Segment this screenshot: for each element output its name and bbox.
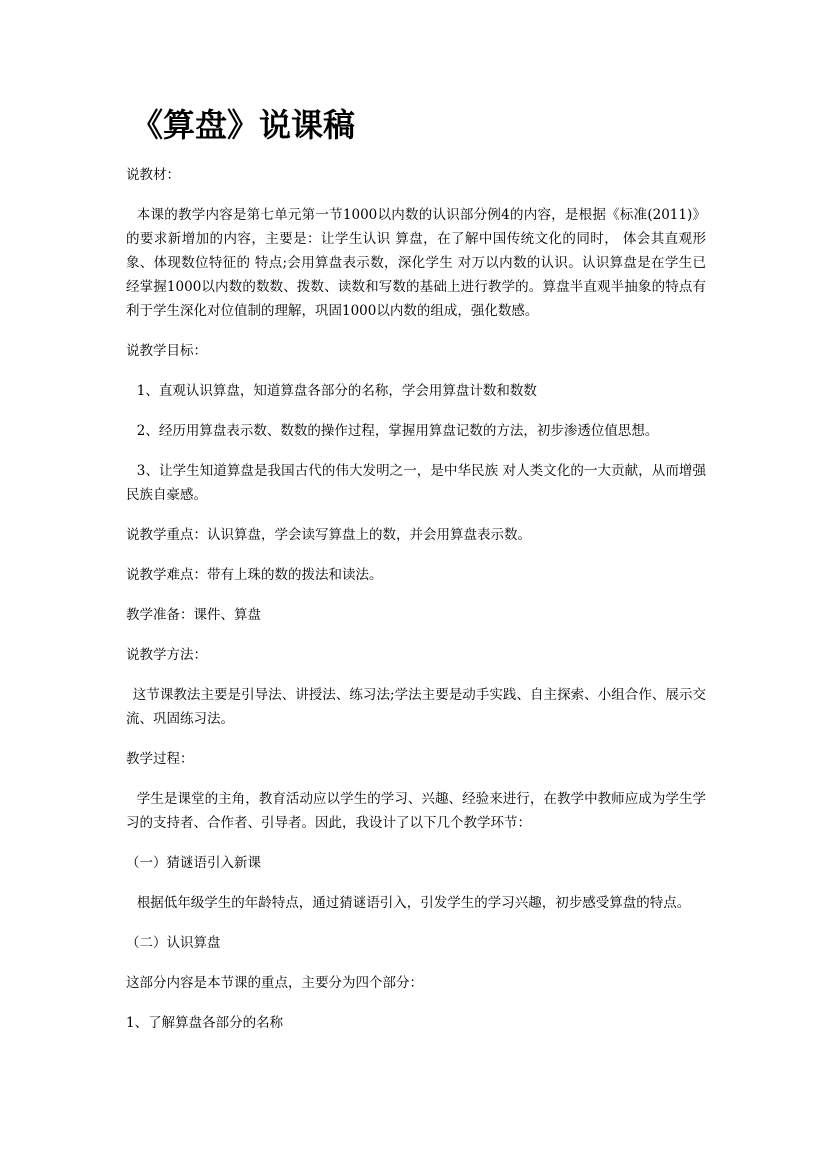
- section-2-intro: 这部分内容是本节课的重点，主要分为四个部分：: [126, 975, 423, 991]
- section-2-heading: （二）认识算盘: [126, 935, 221, 951]
- heading-teaching-material: 说教材：: [126, 167, 180, 183]
- document-title: 《算盘》说课稿: [131, 106, 356, 144]
- goal-item-3: 3、让学生知道算盘是我国古代的伟大发明之一，是中华民族 对人类文化的一大贡献，从而增强民族自豪感。: [126, 463, 706, 503]
- heading-teaching-process: 教学过程：: [126, 751, 194, 767]
- heading-teaching-methods: 说教学方法：: [126, 647, 207, 663]
- paragraph-material-description: 本课的教学内容是第七单元第一节1000以内数的认识部分例4的内容，是根据《标准(2011)》的要求新增加的内容，主要是：让学生认识 算盘，在了解中国传统文化的同时， 体会其直观形象、体现数位特征的 特点;会用算盘表示数，深化学生 对万以内数的认识。认识算盘是在学生已经掌握1000以内数的数数、拨数、读数和写数的基础上进行教学的。算盘半直观半抽象的特点有利于学生深化对位值制的理解，巩固1000以内数的组成，强化数感。: [126, 207, 706, 319]
- document-body: [126, 163, 706, 1051]
- heading-teaching-goals: 说教学目标：: [126, 343, 207, 359]
- goal-item-2: 2、经历用算盘表示数、数数的操作过程，掌握用算盘记数的方法，初步渗透位值思想。: [136, 423, 659, 439]
- goal-item-1: 1、直观认识算盘，知道算盘各部分的名称，学会用算盘计数和数数: [136, 383, 537, 399]
- paragraph-process: 学生是课堂的主角，教育活动应以学生的学习、兴趣、经验来进行，在教学中教师应成为学生学习的支持者、合作者、引导者。因此，我设计了以下几个教学环节：: [126, 791, 706, 831]
- section-1-heading: （一）猜谜语引入新课: [126, 855, 261, 871]
- paragraph-methods: 这节课教法主要是引导法、讲授法、练习法;学法主要是动手实践、自主探索、小组合作、展示交流、巩固练习法。: [126, 687, 706, 727]
- difficult-points: 说教学难点：带有上珠的数的拨法和读法。: [126, 567, 383, 583]
- section-2-item-1: 1、了解算盘各部分的名称: [126, 1015, 284, 1031]
- section-1-paragraph: 根据低年级学生的年龄特点，通过猜谜语引入，引发学生的学习兴趣，初步感受算盘的特点。: [136, 895, 691, 911]
- teaching-preparation: 教学准备：课件、算盘: [126, 607, 261, 623]
- key-points: 说教学重点：认识算盘，学会读写算盘上的数，并会用算盘表示数。: [126, 527, 531, 543]
